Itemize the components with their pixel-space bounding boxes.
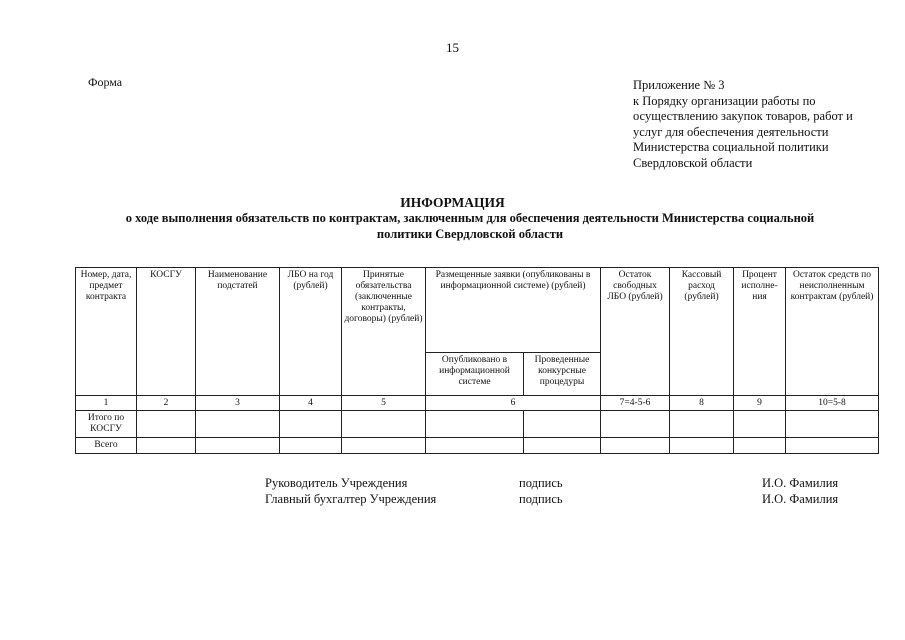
column-number: 2 (137, 396, 196, 411)
table-cell (342, 438, 426, 454)
report-table (75, 267, 879, 454)
column-number: 4 (280, 396, 342, 411)
form-label: Форма (88, 75, 123, 89)
table-cell (670, 438, 734, 454)
table-cell (601, 438, 670, 454)
signature-label: подпись (519, 476, 563, 490)
column-number: 9 (734, 396, 786, 411)
header-remaining: Остаток средств по неисполненным контрактам (рублей) (786, 268, 879, 396)
signature-label: подпись (519, 491, 563, 506)
header-requests-procedures: Проведенные конкурсные процедуры (524, 353, 601, 396)
signature-role: Главный бухгалтер Учреждения (265, 491, 437, 506)
header-cash: Кассовый расход (рублей) (670, 268, 734, 396)
table-cell (426, 411, 524, 438)
row-label: Всего (76, 438, 137, 454)
table-cell (137, 411, 196, 438)
table-cell (342, 411, 426, 438)
appendix-line: к Порядку организации работы по (633, 93, 816, 108)
column-number: 7=4-5-6 (601, 396, 670, 411)
header-percent: Процент исполне-ния (734, 268, 786, 396)
signature-name: И.О. Фамилия (762, 476, 839, 490)
table-cell (280, 438, 342, 454)
header-sub-article: Наименование подстатей (196, 268, 280, 396)
appendix-block (633, 78, 853, 171)
table-cell (280, 411, 342, 438)
table-row (76, 438, 879, 454)
header-requests: Размещенные заявки (опубликованы в информационной системе) (рублей) (426, 268, 601, 353)
signature-role: Руководитель Учреждения (265, 476, 408, 490)
table-cell (196, 411, 280, 438)
column-number: 10=5-8 (786, 396, 879, 411)
column-number: 8 (670, 396, 734, 411)
table-cell (734, 438, 786, 454)
table-cell (196, 438, 280, 454)
table-cell (524, 411, 601, 438)
row-label: Итого по КОСГУ (76, 411, 137, 438)
column-number: 1 (76, 396, 137, 411)
table-cell (137, 438, 196, 454)
header-obligations: Принятые обязательства (заключенные контракты, договоры) (рублей) (342, 268, 426, 396)
header-lbo: ЛБО на год (рублей) (280, 268, 342, 396)
page-number: 15 (446, 40, 459, 55)
appendix-line: услуг для обеспечения деятельности (633, 124, 829, 139)
document-title: ИНФОРМАЦИЯ (400, 195, 505, 210)
column-number-row (76, 396, 879, 411)
table-cell (670, 411, 734, 438)
header-number: Номер, дата, предмет контракта (76, 268, 137, 396)
appendix-line: Свердловской области (633, 155, 753, 170)
appendix-line: осуществлению закупок товаров, работ и (633, 109, 853, 123)
table-cell (786, 438, 879, 454)
document-subtitle: о ходе выполнения обязательств по контрактам, заключенным для обеспечения деятельности Министерства социальной политики Свердловской области (125, 211, 815, 241)
table-cell (734, 411, 786, 438)
table-row (76, 411, 879, 438)
header-requests-published: Опубликовано в информационной системе (426, 353, 524, 396)
header-kosgu: КОСГУ (137, 268, 196, 396)
appendix-line: Приложение № 3 (633, 78, 725, 92)
header-free-lbo: Остаток свободных ЛБО (рублей) (601, 268, 670, 396)
table-cell (601, 411, 670, 438)
appendix-line: Министерства социальной политики (633, 140, 829, 154)
column-number: 6 (426, 396, 601, 411)
signature-name: И.О. Фамилия (762, 491, 839, 506)
table-cell (524, 438, 601, 454)
table-cell (426, 438, 524, 454)
column-number: 3 (196, 396, 280, 411)
column-number: 5 (342, 396, 426, 411)
table-cell (786, 411, 879, 438)
table-header-row (76, 268, 879, 353)
